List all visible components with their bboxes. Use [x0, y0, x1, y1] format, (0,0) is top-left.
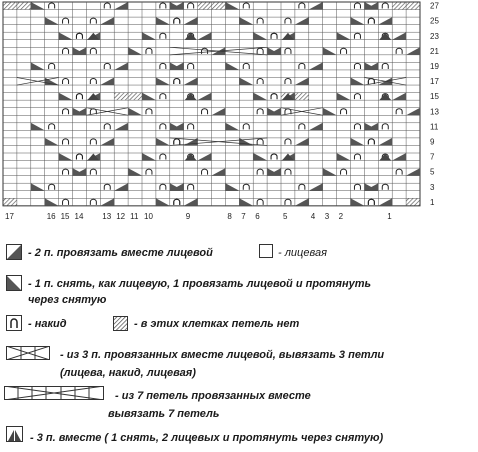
- row-number: 3: [430, 182, 435, 192]
- no-stitch-cell: [212, 2, 226, 10]
- column-number: 7: [241, 211, 246, 221]
- legend-3into3-label-1: - из 3 п. провязанных вместе лицевой, вывязать 3 петли: [60, 349, 385, 361]
- no-stitch-cell: [3, 198, 17, 206]
- no-stitch-cell: [392, 2, 406, 10]
- no-stitch-cell: [114, 93, 128, 101]
- no-stitch-cell: [128, 93, 142, 101]
- row-numbers: [430, 2, 439, 207]
- column-number: 4: [310, 211, 316, 221]
- legend-no-stitch-label: - в этих клетках петель нет: [134, 318, 300, 330]
- column-number: 3: [324, 211, 330, 221]
- no-stitch-icon: [113, 316, 128, 331]
- three-into-three-icon: [6, 346, 50, 360]
- legend-ssk-label-1: - 1 п. снять, как лицевую, 1 провязать лицевой и протянуть: [28, 278, 372, 290]
- no-stitch-cell: [3, 2, 17, 10]
- knit-icon: [259, 244, 273, 258]
- column-number: 10: [144, 211, 153, 221]
- row-number: 17: [430, 77, 439, 87]
- row-number: 1: [430, 197, 435, 207]
- row-number: 13: [430, 107, 439, 117]
- knitting-chart: [0, 0, 478, 225]
- no-stitch-cell: [17, 2, 31, 10]
- column-number: 14: [74, 211, 84, 221]
- legend-cdd-label: - 3 п. вместе ( 1 снять, 2 лицевых и протянуть через снятую): [30, 432, 384, 444]
- column-number: 8: [227, 211, 232, 221]
- row-number: 27: [430, 1, 439, 11]
- column-number: 9: [185, 211, 191, 221]
- column-number: 17: [5, 211, 14, 221]
- legend-ssk-label-2: через снятую: [28, 294, 107, 306]
- column-number: 12: [116, 211, 126, 221]
- seven-into-seven-icon: [4, 386, 104, 400]
- row-number: 15: [430, 92, 439, 102]
- column-number: 5: [283, 211, 288, 221]
- legend-k2tog-label: - 2 п. провязать вместе лицевой: [28, 247, 213, 259]
- row-number: 5: [430, 167, 435, 177]
- column-number: 15: [60, 211, 70, 221]
- no-stitch-cell: [295, 93, 309, 101]
- column-number: 2: [338, 211, 344, 221]
- column-numbers: [5, 212, 392, 221]
- column-number: 1: [387, 211, 392, 221]
- row-number: 7: [430, 152, 435, 162]
- legend-7into7-label-1: - из 7 петель провязанных вместе: [115, 390, 311, 402]
- row-number: 9: [430, 137, 435, 147]
- legend-3into3-label-2: (лицева, накид, лицевая): [60, 367, 196, 379]
- legend-7into7-label-2: вывязать 7 петель: [108, 408, 220, 420]
- row-number: 25: [430, 16, 439, 26]
- column-number: 11: [130, 211, 139, 221]
- k2tog-icon: [6, 244, 22, 260]
- row-number: 11: [430, 122, 439, 132]
- legend-knit-label: - лицевая: [278, 247, 327, 259]
- column-number: 6: [255, 211, 260, 221]
- cdd-icon: [6, 426, 23, 442]
- no-stitch-cell: [406, 2, 420, 10]
- yarn-over-icon: [6, 315, 22, 331]
- no-stitch-cell: [406, 198, 420, 206]
- row-number: 23: [430, 31, 439, 41]
- column-number: 16: [46, 211, 56, 221]
- legend-yo-label: - накид: [28, 318, 67, 330]
- row-number: 19: [430, 61, 439, 71]
- ssk-icon: [6, 275, 22, 291]
- column-number: 13: [102, 211, 112, 221]
- no-stitch-cell: [198, 2, 212, 10]
- row-number: 21: [430, 46, 439, 56]
